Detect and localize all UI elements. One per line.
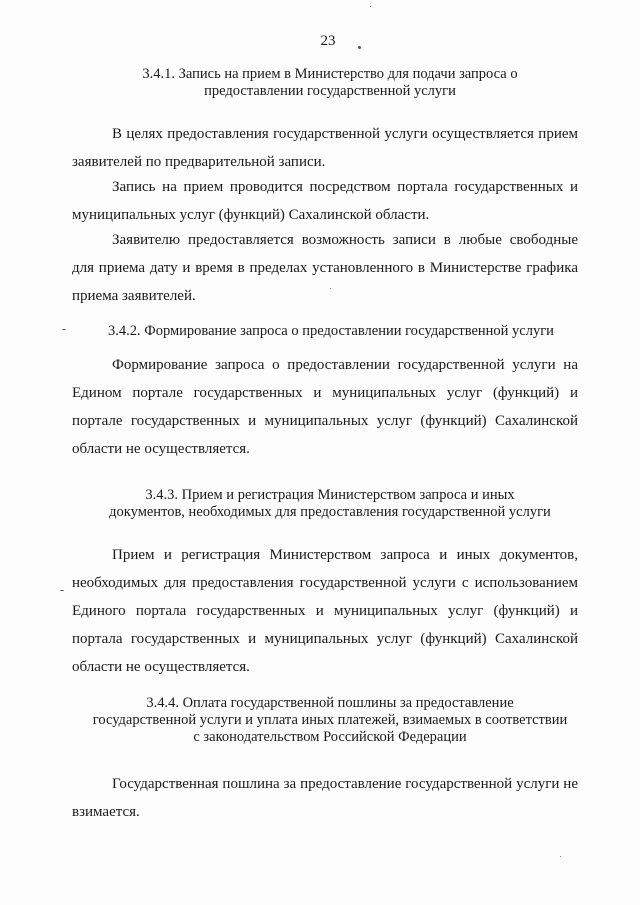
paragraph: Формирование запроса о предоставлении государственной услуги на Едином портале государственных и муниципальных услуг (функций) и портале государственных и муниципальных услуг (функций) Сахалинской области не осуществляется. <box>72 357 578 457</box>
section-heading-3-4-1 <box>60 66 600 100</box>
heading-line: 3.4.3. Прием и регистрация Министерством запроса и иных <box>145 487 515 503</box>
paragraph: Запись на прием проводится посредством портала государственных и муниципальных услуг (функций) Сахалинской области. <box>72 179 578 223</box>
paragraph: Государственная пошлина за предоставление государственной услуги не взимается. <box>72 776 578 820</box>
heading-line: предоставлении государственной услуги <box>204 83 456 99</box>
scan-speck <box>60 590 64 591</box>
scan-speck <box>358 46 361 49</box>
scan-speck <box>370 6 371 7</box>
paragraph: Прием и регистрация Министерством запроса и иных документов, необходимых для предоставления государственной услуги с использованием Единого портала государственных и муниципальных услуг (функций) и портала государственных и муниципальных услуг (функций) Сахалинской области не осуществляется. <box>72 547 578 675</box>
heading-line: 3.4.1. Запись на прием в Министерство для подачи запроса о <box>142 66 518 82</box>
page-number: 23 <box>320 33 336 49</box>
section-heading-3-4-2 <box>72 323 578 340</box>
scan-speck <box>62 329 66 330</box>
heading-line: государственной услуги и уплата иных платежей, взимаемых в соответствии <box>92 712 568 728</box>
scan-speck <box>330 288 331 289</box>
scan-speck <box>560 856 561 857</box>
heading-line: с законодательством Российской Федерации <box>193 729 467 745</box>
heading-line: документов, необходимых для предоставления государственной услуги <box>109 504 551 520</box>
paragraph: Заявителю предоставляется возможность записи в любые свободные для приема дату и время в пределах установленного в Министерстве графика приема заявителей. <box>72 232 578 304</box>
section-heading-3-4-4 <box>60 695 600 746</box>
heading-line: 3.4.4. Оплата государственной пошлины за предоставление <box>146 695 514 711</box>
paragraph: В целях предоставления государственной услуги осуществляется прием заявителей по предварительной записи. <box>72 126 578 170</box>
section-heading-3-4-3 <box>60 487 600 521</box>
heading-line: 3.4.2. Формирование запроса о предоставлении государственной услуги <box>108 323 554 339</box>
